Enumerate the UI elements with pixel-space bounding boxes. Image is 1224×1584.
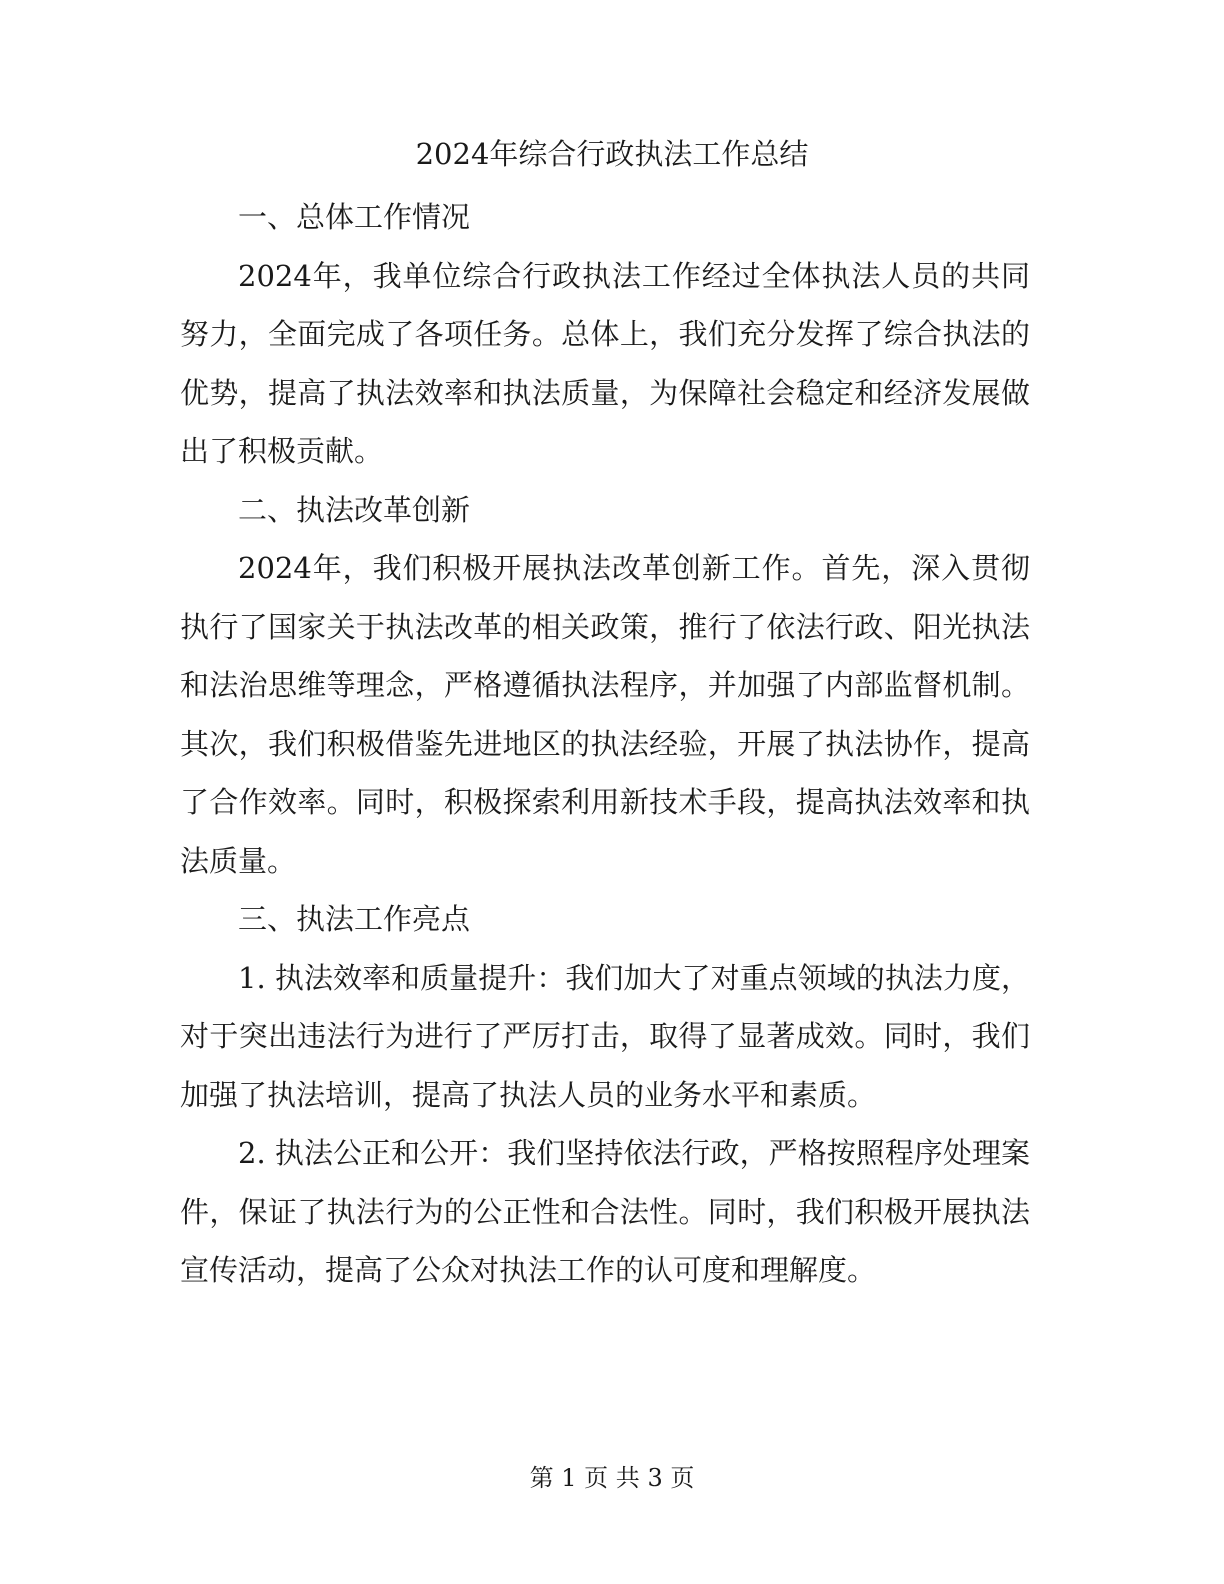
- section-heading: 二、执法改革创新: [238, 492, 471, 527]
- section-heading: 三、执法工作亮点: [238, 902, 471, 936]
- list-item: 2. 执法公正和公开：我们坚持依法行政，严格按照程序处理案件，保证了执法行为的公正性和合法性。同时，我们积极开展执法宣传活动，提高了公众对执法工作的认可度和理解度。: [180, 1136, 1030, 1287]
- body-paragraph: 2024年，我单位综合行政执法工作经过全体执法人员的共同努力，全面完成了各项任务。总体上，我们充分发挥了综合执法的优势，提高了执法效率和执法质量，为保障社会稳定和经济发展做出了积极贡献。: [180, 258, 1030, 468]
- section-heading: 一、总体工作情况: [238, 200, 471, 234]
- list-item: 1. 执法效率和质量提升：我们加大了对重点领域的执法力度，对于突出违法行为进行了严厉打击，取得了显著成效。同时，我们加强了执法培训，提高了执法人员的业务水平和素质。: [180, 960, 1030, 1112]
- page-footer: 第 1 页 共 3 页: [529, 1464, 695, 1492]
- document-body: [180, 188, 1030, 1300]
- body-paragraph: 2024年，我们积极开展执法改革创新工作。首先，深入贯彻执行了国家关于执法改革的相关政策，推行了依法行政、阳光执法和法治思维等理念，严格遵循执法程序，并加强了内部监督机制。其次，我们积极借鉴先进地区的执法经验，开展了执法协作，提高了合作效率。同时，积极探索利用新技术手段，提高执法效率和执法质量。: [180, 551, 1030, 878]
- document-title: 2024年综合行政执法工作总结: [415, 137, 809, 171]
